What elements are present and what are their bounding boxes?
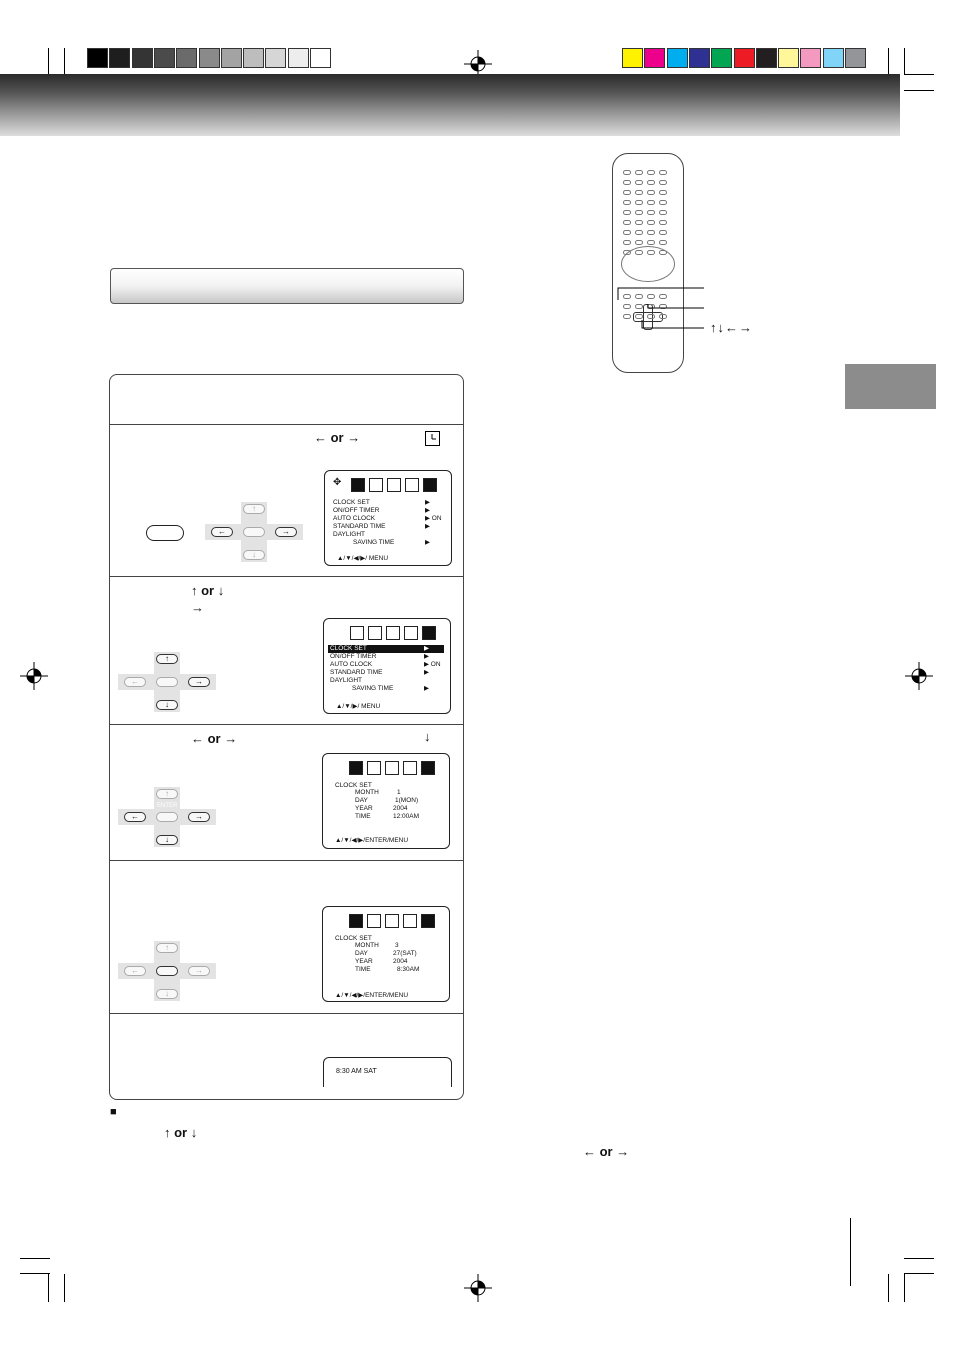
remote-key[interactable]: [647, 210, 655, 215]
osd-value: 27(SAT): [393, 950, 417, 957]
osd-clock-set-completed: [322, 906, 450, 1002]
osd-label: DAY: [355, 950, 368, 957]
pad-down-button[interactable]: ↓: [156, 835, 178, 845]
remote-key[interactable]: [659, 240, 667, 245]
remote-key[interactable]: [635, 180, 643, 185]
pad-center-button[interactable]: [156, 966, 178, 976]
osd-marker: ▶: [424, 645, 429, 652]
color-swatch: [823, 48, 844, 68]
clock-display: [323, 1057, 452, 1087]
pad-center-button[interactable]: [156, 812, 178, 822]
crop-mark: [20, 1258, 50, 1259]
direction-pad: [118, 787, 216, 847]
osd-item: SAVING TIME: [353, 539, 395, 546]
osd-item: AUTO CLOCK: [330, 661, 373, 668]
osd-marker: ▶ ON: [425, 515, 442, 522]
remote-key[interactable]: [623, 210, 631, 215]
section-heading-bar: [110, 268, 464, 304]
remote-key[interactable]: [635, 230, 643, 235]
move-cursor-icon: ✥: [333, 477, 342, 488]
osd-label: TIME: [355, 813, 371, 820]
pad-left-button[interactable]: ←: [211, 527, 233, 537]
step2-arrow-keys: ↑ or ↓: [191, 583, 225, 598]
remote-key[interactable]: [647, 200, 655, 205]
direction-pad: [118, 652, 216, 712]
remote-callout-lines: [610, 280, 710, 335]
remote-key[interactable]: [635, 210, 643, 215]
remote-key[interactable]: [647, 180, 655, 185]
osd-footer: ▲/▼/◀/▶/ MENU: [337, 555, 389, 562]
osd-setup-menu-selected: [323, 618, 451, 714]
remote-key[interactable]: [623, 170, 631, 175]
remote-key[interactable]: [659, 180, 667, 185]
remote-key[interactable]: [659, 170, 667, 175]
header-banner: [0, 74, 900, 136]
pad-left-button[interactable]: ←: [124, 812, 146, 822]
pad-right-button[interactable]: →: [188, 677, 210, 687]
osd-clock-set: [322, 753, 450, 849]
osd-value: 12:00AM: [393, 813, 420, 820]
remote-key[interactable]: [635, 240, 643, 245]
remote-key[interactable]: [659, 200, 667, 205]
crop-mark: [64, 1274, 65, 1302]
color-swatch: [689, 48, 710, 68]
osd-marker: ▶: [425, 507, 430, 514]
gray-swatch: [310, 48, 331, 68]
osd-label: MONTH: [355, 789, 379, 796]
osd-item: DAYLIGHT: [330, 677, 363, 684]
crop-mark: [904, 1258, 934, 1259]
pad-up-button[interactable]: ↑: [156, 654, 178, 664]
pad-left-button[interactable]: ←: [124, 966, 146, 976]
gray-swatch: [288, 48, 309, 68]
clock-display-text: 8:30 AM SAT: [336, 1068, 377, 1075]
registration-target-icon: [905, 662, 933, 690]
pad-center-button[interactable]: [156, 677, 178, 687]
gray-swatch: [221, 48, 242, 68]
color-swatch: [711, 48, 732, 68]
crop-mark: [888, 48, 889, 74]
osd-marker: ▶: [424, 669, 429, 676]
pad-right-button[interactable]: →: [188, 966, 210, 976]
osd-item: STANDARD TIME: [333, 523, 386, 530]
osd-item: SAVING TIME: [352, 685, 394, 692]
color-swatch: [644, 48, 665, 68]
osd-title: CLOCK SET: [335, 935, 372, 942]
osd-marker: ▶ ON: [424, 661, 441, 668]
crop-mark: [20, 1273, 50, 1274]
note-bullet: ■: [110, 1106, 117, 1118]
osd-item: STANDARD TIME: [330, 669, 383, 676]
osd-marker: ▶: [424, 685, 429, 692]
remote-key[interactable]: [623, 180, 631, 185]
remote-oval-pad: [621, 246, 675, 282]
osd-item: AUTO CLOCK: [333, 515, 376, 522]
pad-up-button[interactable]: ↑: [156, 789, 178, 799]
osd-item: ON/OFF TIMER: [330, 653, 377, 660]
pad-down-button[interactable]: ↓: [156, 700, 178, 710]
osd-label: YEAR: [355, 958, 373, 965]
note-arrow-keys: ↑ or ↓: [164, 1125, 198, 1140]
clock-icon: [425, 431, 440, 446]
pad-left-button[interactable]: ←: [124, 677, 146, 687]
osd-marker: ▶: [424, 653, 429, 660]
osd-value: 3: [395, 942, 399, 949]
crop-mark: [904, 1274, 905, 1302]
osd-marker: ▶: [425, 539, 430, 546]
gray-swatch: [243, 48, 264, 68]
remote-control: [612, 153, 684, 373]
osd-item: DAYLIGHT: [333, 531, 366, 538]
remote-key[interactable]: [623, 230, 631, 235]
remote-key[interactable]: [623, 220, 631, 225]
gray-swatch: [154, 48, 175, 68]
remote-key[interactable]: [659, 230, 667, 235]
gray-swatch: [176, 48, 197, 68]
registration-target-icon: [20, 662, 48, 690]
remote-key[interactable]: [623, 200, 631, 205]
osd-marker: ▶: [425, 499, 430, 506]
remote-key[interactable]: [647, 230, 655, 235]
remote-key[interactable]: [623, 190, 631, 195]
gray-swatch: [265, 48, 286, 68]
step3-down-arrow: ↓: [424, 729, 431, 744]
direction-pad: [118, 941, 216, 1001]
crop-mark: [904, 48, 905, 74]
remote-key[interactable]: [635, 200, 643, 205]
remote-key[interactable]: [635, 220, 643, 225]
osd-item: CLOCK SET: [333, 499, 370, 506]
menu-button[interactable]: [146, 525, 184, 541]
crop-mark: [904, 90, 934, 91]
osd-item: CLOCK SET: [330, 645, 367, 652]
remote-key[interactable]: [647, 240, 655, 245]
step2-right-arrow: →: [191, 600, 204, 615]
step-divider: [109, 860, 464, 861]
remote-key[interactable]: [635, 170, 643, 175]
step-divider: [109, 424, 464, 425]
osd-label: YEAR: [355, 805, 373, 812]
remote-key[interactable]: [647, 220, 655, 225]
step3-arrow-keys: ← or →: [191, 731, 238, 746]
crop-mark: [48, 48, 49, 74]
osd-value: 2004: [393, 958, 408, 965]
osd-marker: ▶: [425, 523, 430, 530]
pad-up-button[interactable]: ↑: [243, 504, 265, 514]
osd-title: CLOCK SET: [335, 782, 372, 789]
direction-pad: [205, 502, 303, 562]
color-swatch: [667, 48, 688, 68]
osd-value: 8:30AM: [397, 966, 420, 973]
step1-arrow-keys: ← or →: [314, 430, 361, 445]
crop-mark: [64, 48, 65, 74]
chapter-tab: [845, 364, 936, 409]
osd-value-blinking: 1: [397, 789, 401, 796]
pad-down-button[interactable]: ↓: [243, 550, 265, 560]
remote-key[interactable]: [635, 190, 643, 195]
crop-mark: [904, 74, 934, 75]
remote-key[interactable]: [647, 170, 655, 175]
osd-footer: ▲/▼/◀/▶/ENTER/MENU: [335, 992, 409, 999]
osd-footer: ▲/▼/▶/ MENU: [336, 703, 381, 710]
osd-label: TIME: [355, 966, 371, 973]
gray-swatch: [132, 48, 153, 68]
color-swatch: [778, 48, 799, 68]
crop-mark: [48, 1274, 49, 1302]
gray-swatch: [109, 48, 130, 68]
color-swatch: [845, 48, 866, 68]
remote-key[interactable]: [623, 240, 631, 245]
registration-target-icon: [464, 1274, 492, 1302]
pad-down-button[interactable]: ↓: [156, 989, 178, 999]
step-divider: [109, 1013, 464, 1014]
osd-label: DAY: [355, 797, 368, 804]
pad-right-button[interactable]: →: [275, 527, 297, 537]
step-divider: [109, 576, 464, 577]
remote-arrow-keys-label: ↑↓←→: [710, 320, 753, 335]
remote-key[interactable]: [659, 210, 667, 215]
color-swatch: [756, 48, 777, 68]
osd-label: MONTH: [355, 942, 379, 949]
osd-item: ON/OFF TIMER: [333, 507, 380, 514]
crop-mark: [888, 1274, 889, 1302]
gray-swatch: [199, 48, 220, 68]
step-divider: [109, 724, 464, 725]
enter-label: ENTER: [157, 803, 178, 809]
osd-value: 2004: [393, 805, 408, 812]
remote-key[interactable]: [659, 220, 667, 225]
osd-setup-menu: [324, 470, 452, 566]
osd-footer: ▲/▼/◀/▶/ENTER/MENU: [335, 837, 409, 844]
gray-swatch: [87, 48, 108, 68]
color-swatch: [800, 48, 821, 68]
remote-key[interactable]: [659, 190, 667, 195]
osd-value: 1(MON): [395, 797, 419, 804]
pad-center-button[interactable]: [243, 527, 265, 537]
crop-mark: [904, 1273, 934, 1274]
footer-arrow-keys: ← or →: [583, 1144, 630, 1159]
color-swatch: [734, 48, 755, 68]
remote-key[interactable]: [647, 190, 655, 195]
page-edge-line: [850, 1218, 851, 1286]
pad-up-button[interactable]: ↑: [156, 943, 178, 953]
pad-right-button[interactable]: →: [188, 812, 210, 822]
color-swatch: [622, 48, 643, 68]
